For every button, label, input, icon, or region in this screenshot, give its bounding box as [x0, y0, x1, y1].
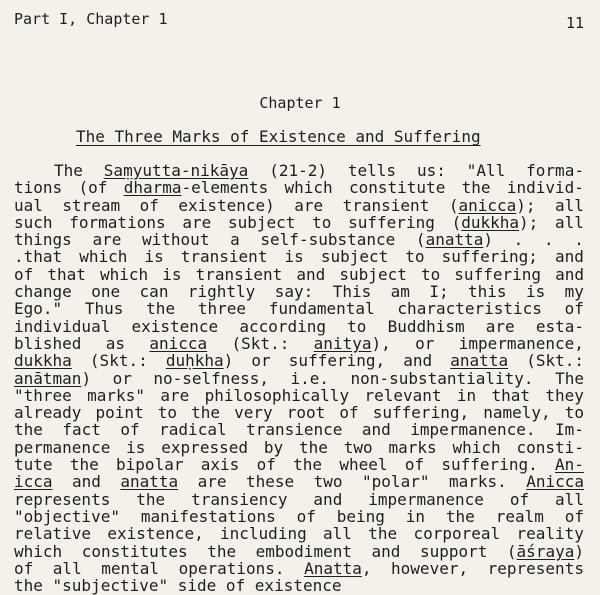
- word: in: [456, 385, 477, 405]
- chapter-title: The Three Marks of Existence and Suffering: [76, 127, 481, 146]
- text-line: [14, 370, 584, 387]
- word: to: [405, 247, 425, 267]
- word: no-selfness,: [153, 368, 269, 388]
- word: "All: [466, 161, 506, 180]
- word: represents: [487, 558, 584, 578]
- word: non-substantiality.: [350, 368, 534, 388]
- word: and: [554, 247, 584, 267]
- word: consti-: [516, 437, 584, 457]
- word: which: [452, 437, 501, 457]
- word: all: [52, 558, 82, 578]
- word: and: [555, 264, 584, 284]
- word: two: [343, 437, 373, 457]
- text-line: [14, 525, 584, 542]
- word: existence: [131, 316, 219, 336]
- word: corporeal: [413, 524, 501, 544]
- word: side: [177, 576, 217, 595]
- word: dharma-elements: [123, 178, 269, 198]
- word: .: [543, 230, 554, 250]
- word: and: [296, 264, 326, 284]
- word: these: [246, 472, 295, 492]
- word: (Skt.:: [89, 351, 148, 371]
- text-line: [14, 439, 584, 456]
- word: embodiment: [255, 541, 352, 561]
- word: already: [14, 403, 82, 423]
- word: constitute: [349, 178, 446, 198]
- word: the: [14, 420, 43, 440]
- word: existence): [178, 195, 275, 215]
- word: (anicca);: [448, 195, 536, 215]
- word: and: [313, 489, 343, 509]
- word: namely,: [483, 403, 551, 423]
- text-line: [14, 266, 584, 283]
- word: of: [256, 455, 276, 475]
- page-number: 11: [565, 14, 584, 32]
- word: I;: [429, 282, 449, 302]
- word: subject: [227, 212, 296, 232]
- text-line: [14, 248, 584, 265]
- word: without: [142, 230, 210, 250]
- word: say:: [274, 282, 314, 302]
- text-line: [14, 214, 584, 231]
- word: to: [420, 264, 441, 284]
- text-line: [14, 335, 584, 352]
- word: is: [144, 247, 164, 267]
- word: tells: [347, 161, 397, 180]
- word: the: [445, 506, 475, 526]
- word: existence: [254, 576, 342, 595]
- word: of: [14, 264, 34, 284]
- text-line: [14, 543, 584, 560]
- word: individ-: [506, 178, 584, 198]
- word: stream: [62, 195, 121, 215]
- word: very: [234, 403, 273, 423]
- word: are: [92, 230, 122, 250]
- word: and: [403, 351, 433, 371]
- word: and: [371, 541, 401, 561]
- word: Anicca: [526, 472, 584, 492]
- word: (Skt.:: [231, 333, 290, 353]
- word: "subjective": [52, 576, 169, 595]
- word: esta-: [535, 316, 584, 336]
- word: the: [461, 178, 491, 198]
- text-line: [14, 197, 584, 214]
- word: permanence: [14, 437, 111, 457]
- text-line: [14, 560, 584, 577]
- word: things: [14, 230, 72, 250]
- word: is: [126, 437, 146, 457]
- word: of: [509, 489, 530, 509]
- word: in: [405, 506, 426, 526]
- word: the: [298, 437, 328, 457]
- word: the: [136, 489, 166, 509]
- word: anātman): [14, 368, 92, 388]
- word: suffering.: [441, 455, 538, 475]
- text-line: [14, 387, 584, 404]
- word: axis: [200, 455, 240, 475]
- word: existence,: [107, 524, 204, 544]
- word: expressed: [161, 437, 248, 457]
- word: Im-: [555, 420, 584, 440]
- word: reality: [516, 524, 584, 544]
- text-line: [14, 352, 584, 369]
- word: to: [312, 212, 332, 232]
- word: .that: [14, 247, 63, 267]
- word: operations.: [178, 558, 285, 578]
- word: suffering: [348, 212, 435, 232]
- word: impermanence,: [458, 333, 584, 353]
- word: blished: [14, 333, 82, 353]
- word: impermanence: [368, 489, 484, 509]
- body-text: [14, 162, 584, 594]
- word: anicca: [149, 333, 208, 353]
- word: are: [197, 472, 227, 492]
- word: us:: [416, 161, 446, 180]
- word: marks: [388, 437, 437, 457]
- word: of: [564, 299, 584, 319]
- word: all: [555, 489, 584, 509]
- word: as: [105, 333, 126, 353]
- word: .: [513, 230, 524, 250]
- word: of: [14, 558, 34, 578]
- word: the: [146, 299, 176, 319]
- word: are: [294, 195, 324, 215]
- word: two: [313, 472, 343, 492]
- word: i.e.: [290, 368, 330, 388]
- text-line: [14, 404, 584, 421]
- word: (dukkha);: [451, 212, 539, 232]
- word: of: [296, 506, 316, 526]
- word: wheel: [339, 455, 388, 475]
- word: all: [555, 212, 584, 232]
- word: the: [368, 524, 398, 544]
- word: (21-2): [269, 161, 327, 180]
- word: philosophically: [204, 385, 350, 405]
- word: is: [525, 282, 546, 302]
- word: they: [545, 385, 584, 405]
- word: this: [468, 282, 507, 302]
- word: a: [230, 230, 240, 250]
- word: individual: [14, 316, 111, 336]
- word: is: [284, 247, 304, 267]
- word: to: [564, 403, 584, 423]
- word: my: [564, 282, 584, 302]
- word: point: [95, 403, 144, 423]
- word: rightly: [187, 282, 256, 302]
- word: including: [220, 524, 307, 544]
- word: transiency: [191, 489, 288, 509]
- word: suffering: [454, 264, 541, 284]
- word: and: [361, 420, 391, 440]
- word: suffering;: [441, 247, 538, 267]
- text-line: [14, 508, 584, 525]
- word: transience: [246, 420, 343, 440]
- word: relative: [14, 524, 92, 544]
- word: marks": [87, 385, 145, 405]
- word: radical: [159, 420, 227, 440]
- text-line: [14, 577, 584, 594]
- word: manifestations: [140, 506, 276, 526]
- word: to: [347, 316, 367, 336]
- word: is: [162, 264, 182, 284]
- word: to: [157, 403, 178, 423]
- word: the: [69, 455, 99, 475]
- text-line: [14, 491, 584, 508]
- word: that: [47, 264, 86, 284]
- word: self-substance: [260, 230, 396, 250]
- word: realm: [495, 506, 544, 526]
- word: which: [14, 541, 63, 561]
- word: being: [336, 506, 385, 526]
- word: of: [404, 455, 425, 475]
- word: which: [79, 247, 128, 267]
- text-line: [14, 283, 584, 300]
- word: transient: [195, 264, 283, 284]
- word: which: [99, 264, 149, 284]
- word: one: [91, 282, 121, 302]
- word: the: [293, 455, 323, 475]
- word: by: [263, 437, 284, 457]
- word: (of: [78, 178, 108, 198]
- word: according: [239, 316, 327, 336]
- word: "objective": [14, 506, 120, 526]
- word: and: [72, 472, 101, 492]
- word: The: [54, 161, 83, 180]
- word: mental: [101, 558, 160, 578]
- word: are: [160, 385, 190, 405]
- word: Anatta,: [304, 558, 372, 578]
- word: anatta: [450, 351, 509, 371]
- word: (Skt.:: [526, 351, 584, 371]
- word: dukkha: [14, 351, 72, 371]
- word: of: [120, 420, 140, 440]
- word: The: [555, 368, 584, 388]
- word: support: [419, 541, 488, 561]
- word: am: [390, 282, 410, 302]
- word: Thus: [84, 299, 124, 319]
- word: of: [564, 506, 584, 526]
- word: the: [207, 541, 237, 561]
- text-line: [14, 473, 584, 490]
- word: of: [139, 195, 159, 215]
- word: however,: [391, 558, 469, 578]
- word: transient: [180, 247, 268, 267]
- word: forma-: [526, 161, 584, 180]
- word: all: [555, 195, 584, 215]
- word: the: [191, 403, 221, 423]
- word: root: [286, 403, 326, 423]
- text-line: [14, 179, 584, 196]
- word: fact: [62, 420, 101, 440]
- word: (anatta): [415, 230, 493, 250]
- word: characteristics: [397, 299, 542, 319]
- word: suffering,: [288, 351, 386, 371]
- word: formations: [69, 212, 166, 232]
- text-line: [14, 456, 584, 473]
- word: Saṃyutta-nikāya: [103, 161, 249, 180]
- word: relevant: [364, 385, 442, 405]
- word: transient: [342, 195, 430, 215]
- text-line: [14, 421, 584, 438]
- word: the: [14, 576, 43, 595]
- word: all: [323, 524, 352, 544]
- word: of: [225, 576, 246, 595]
- word: or: [112, 368, 132, 388]
- word: Ego.": [14, 299, 63, 319]
- word: that: [491, 385, 531, 405]
- text-line: [14, 231, 584, 248]
- chapter-heading: Chapter 1: [259, 94, 341, 112]
- running-header: Part I, Chapter 1: [14, 10, 168, 28]
- word: (āśraya): [506, 541, 584, 561]
- word: are: [182, 212, 212, 232]
- text-line: [14, 162, 584, 179]
- word: "three: [14, 385, 72, 405]
- word: or: [415, 333, 435, 353]
- word: bipolar: [116, 455, 184, 475]
- word: are: [485, 316, 515, 336]
- word: change: [14, 282, 72, 302]
- word: .: [574, 230, 584, 250]
- word: such: [14, 212, 53, 232]
- word: impermanence.: [410, 420, 536, 440]
- word: An-: [555, 455, 584, 475]
- word: This: [332, 282, 372, 302]
- word: duḥkha): [165, 351, 234, 371]
- word: subject: [339, 264, 407, 284]
- word: constitutes: [81, 541, 188, 561]
- word: suffering,: [372, 403, 470, 423]
- word: tute: [14, 455, 53, 475]
- word: icca: [14, 472, 53, 492]
- word: can: [139, 282, 169, 302]
- word: Buddhism: [387, 316, 465, 336]
- word: three: [197, 299, 246, 319]
- word: subject: [320, 247, 389, 267]
- word: of: [339, 403, 359, 423]
- word: fundamental: [268, 299, 375, 319]
- text-line: [14, 300, 584, 317]
- word: tions: [14, 178, 63, 198]
- word: which: [284, 178, 333, 198]
- word: ual: [14, 195, 43, 215]
- word: represents: [14, 489, 111, 509]
- word: anatta: [120, 472, 179, 492]
- word: anitya),: [313, 333, 391, 353]
- word: or: [251, 351, 271, 371]
- word: marks.: [448, 472, 507, 492]
- text-line: [14, 318, 584, 335]
- word: "polar": [362, 472, 430, 492]
